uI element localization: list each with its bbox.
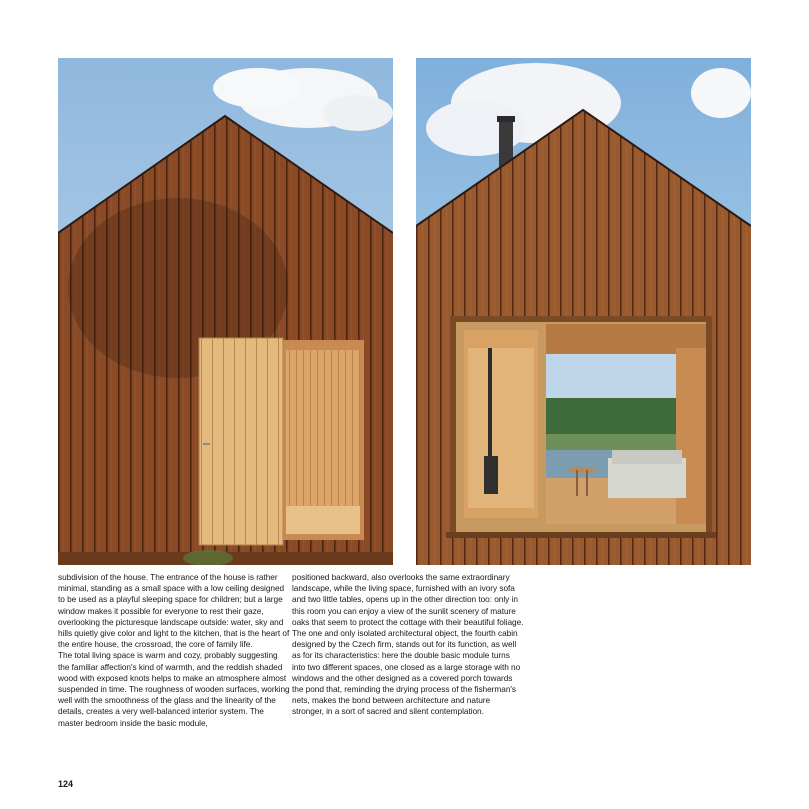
photo-cabin-window bbox=[416, 58, 751, 565]
paragraph: subdivision of the house. The entrance of the house is rather minimal, standing as a small space with a low ceiling designed to be used as a playful sleeping space for children; but a large window makes it possible for everyone to rest their gaze, overlooking the picturesque landscape outside: water, sky and hills quietly give color and light to the kitchen, that is the heart of the entire house, the crossroad, the core of family life. bbox=[58, 572, 290, 650]
cabin-door-illustration bbox=[58, 58, 393, 565]
paragraph: positioned backward, also overlooks the same extraordinary landscape, while the living space, furnished with an ivory sofa and two little tables, opens up in the other direction too: only in this room you can enjoy a view of the sunlit scenery of mature oaks that seem to protect the cottage with their beautiful foliage. bbox=[292, 572, 524, 627]
paragraph: The total living space is warm and cozy, probably suggesting the familiar affection's kind of warmth, and the reddish shaded wood with exposed knots helps to make an atmosphere almost suspended in time. The roughness of wooden surfaces, working well with the smoothness of the glass and the linearity of the details, creates a very well-balanced interior system. The master bedroom inside the basic module, bbox=[58, 650, 290, 728]
cabin-window-illustration bbox=[416, 58, 751, 565]
photo-cabin-door bbox=[58, 58, 393, 565]
body-text-column-left bbox=[58, 572, 290, 729]
body-text-column-right bbox=[292, 572, 524, 718]
paragraph: The one and only isolated architectural object, the fourth cabin designed by the Czech firm, stands out for its function, as well as for its characteristics: here the double basic module turns into two different spaces, one closed as a large storage with no windows and the other designed as a covered porch towards the pond that, reminding the drying process of the fisherman's nets, makes the bond between architecture and nature stronger, in a sort of sacred and silent contemplation. bbox=[292, 628, 521, 717]
page-number: 124 bbox=[58, 779, 74, 789]
